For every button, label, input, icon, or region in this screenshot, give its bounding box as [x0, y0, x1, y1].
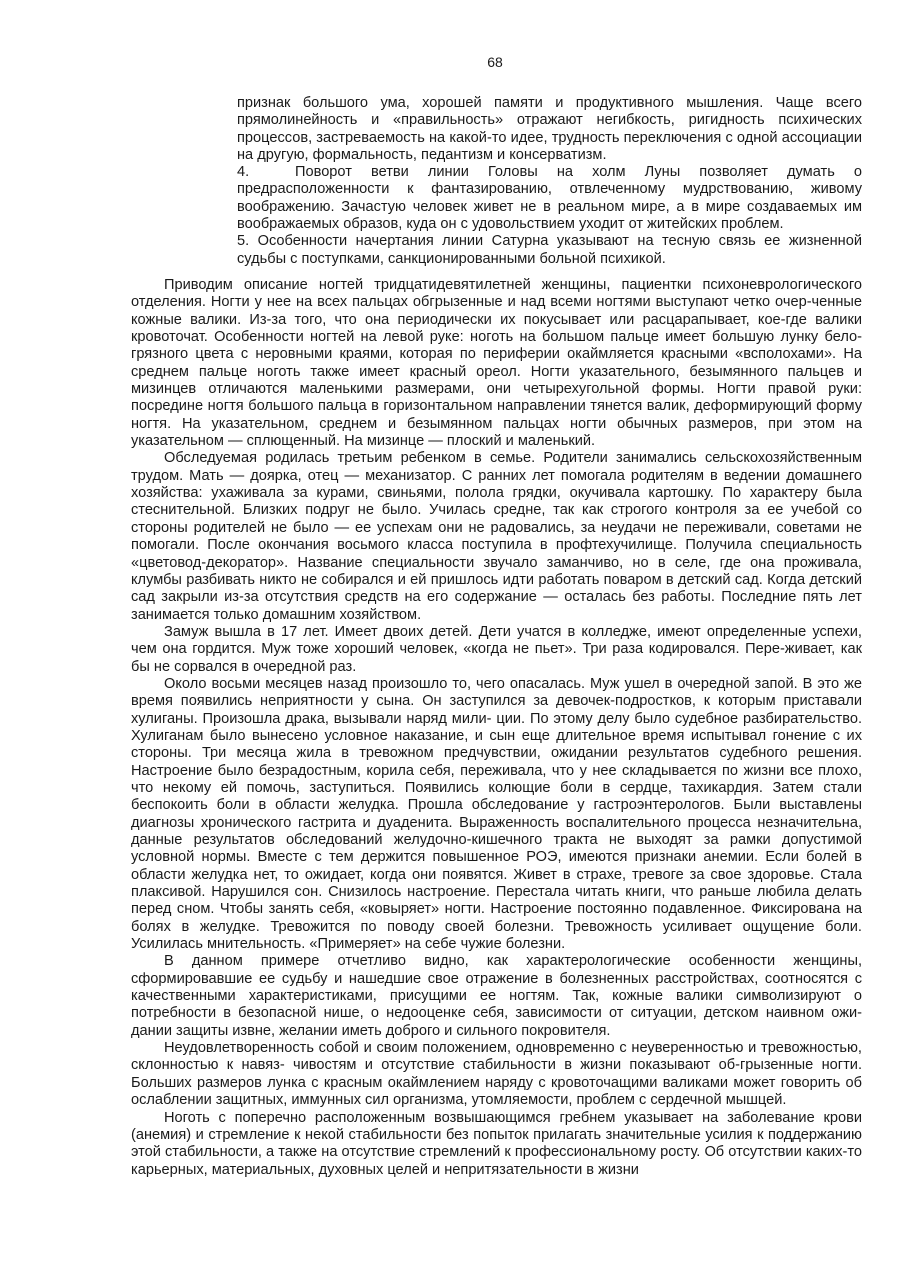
- paragraph-analysis: В данном примере отчетливо видно, как характерологические особенности женщины, сформировавшие ее судьбу и нашедшие свое отражение в болезненных расстройствах, соотносятся с качественными характеристиками, присущими ее ногтям. Так, кожные валики символизируют о потребности в безопасной нише, о недооценке себя, зависимости от ситуации, детском наивном ожи-дании защиты извне, желании иметь доброго и сильного покровителя.: [131, 953, 862, 1039]
- list-continuation-block: [237, 95, 862, 268]
- page-number: 68: [487, 54, 503, 70]
- paragraph-biography: Обследуемая родилась третьим ребенком в семье. Родители занимались сельскохозяйственным трудом. Мать — доярка, отец — механизатор. С ранних лет помогала родителям в ведении домашнего хозяйства: ухаживала за курами, свиньями, полола грядки, окучивала картошку. По характеру была стеснительной. Близких подруг не было. Училась средне, так как строгого контроля за ее учебой со стороны родителей не было — ее успехам они не радовались, за неудачи не переживали, советами не помогали. После окончания восьмого класса поступила в профтехучилище. Получила специальность «цветовод-декоратор». Название специальности звучало заманчиво, но в селе, где она проживала, клумбы разбивать никто не собирался и ей пришлось идти работать поваром в детский сад. Когда детский сад закрыли из-за отсутствия средств на его содержание — осталась без работы. Последние пять лет занимается только домашним хозяйством.: [131, 450, 862, 623]
- paragraph-nail-description: Приводим описание ногтей тридцатидевятилетней женщины, пациентки психоневрологического отделения. Ногти у нее на всех пальцах обгрызенные и над всеми ногтями выступают четко очер-ченные кожные валики. Из-за того, что она периодически их покусывает или расцарапывает, кое-где валики кровоточат. Особенности ногтей на левой руке: ноготь на большом пальце имеет большую лунку бело-грязного цвета с неровными краями, которая по периферии окаймляется красными «всполохами». На среднем пальце ноготь также имеет красный ореол. Ногти указательного, безымянного пальцев и мизинцев отличаются маленькими размерами, они четырехугольной формы. Ногти правой руки: посредине ногтя большого пальца в горизонтальном направлении тянется валик, деформирующий форму ногтя. На указательном, среднем и безымянном пальцах ногти обычных размеров, при этом на указательном — сплющенный. На мизинце — плоский и маленький.: [131, 277, 862, 450]
- paragraph-family: Замуж вышла в 17 лет. Имеет двоих детей. Дети учатся в колледже, имеют определенные успехи, чем она гордится. Муж тоже хороший человек, «когда не пьет». Три раза кодировался. Пере-живает, как бы не сорвался в очередной раз.: [131, 623, 862, 675]
- paragraph-ridge-nail: Ноготь с поперечно расположенным возвышающимся гребнем указывает на заболевание крови (анемия) и стремление к некой стабильности без попыток прилагать значительные усилия к поддержанию этой стабильности, а также на отсутствие стремлений к профессиональному росту. Об отсутствии каких-то карьерных, материальных, духовных целей и непритязательности в жизни: [131, 1109, 862, 1178]
- list-item-4: [237, 164, 862, 233]
- paragraph-illness-history: Около восьми месяцев назад произошло то, чего опасалась. Муж ушел в очередной запой. В это же время появились неприятности у сына. Он заступился за девочек-подростков, к которым приставали хулиганы. Произошла драка, вызывали наряд мили- ции. По этому делу было судебное разбирательство. Хулиганам было вынесено условное наказание, и сын еще длительное время испытывал гонение с их стороны. Три месяца жила в тревожном предчувствии, ожидании результатов судебного решения. Настроение было безрадостным, корила себя, переживала, что у нее складывается по жизни все плохо, что некому ей помочь, заступиться. Появились колющие боли в сердце, тахикардия. Затем стали беспокоить боли в области желудка. Прошла обследование у гастроэнтерологов. Были выставлены диагнозы хронического гастрита и дуаденита. Выраженность воспалительного процесса незначительна, данные результатов обследований желудочно-кишечного тракта не выходят за рамки допустимой условной нормы. Вместе с тем держится повышенное РОЭ, имеются признаки анемии. Если болей в области желудка нет, то ожидает, когда они появятся. Живет в страхе, тревоге за свое здоровье. Стала плаксивой. Нарушился сон. Снизилось настроение. Перестала читать книги, что раньше любила делать перед сном. Чтобы занять себя, «ковыряет» ногти. Настроение постоянно подавленное. Фиксирована на болях в желудке. Тревожится по поводу своей болезни. Тревожность усиливает ощущение боли. Усилилась мнительность. «Примеряет» на себе чужие болезни.: [131, 675, 862, 953]
- list-item-5: 5. Особенности начертания линии Сатурна указывают на тесную связь ее жизненной судьбы с поступками, санкционированными больной психикой.: [237, 233, 862, 267]
- list-item-4-text: Поворот ветви линии Головы на холм Луны позволяет думать о предрасположенности к фантазированию, отвлеченному мудрствованию, живому воображению. Зачастую человек живет не в реальном мире, а в мире создаваемых им воображаемых образов, куда он с удовольствием уходит от житейских проблем.: [237, 164, 862, 233]
- list-item-3-continuation: признак большого ума, хорошей памяти и продуктивного мышления. Чаще всего прямолинейность и «правильность» отражают негибкость, ригидность психических процессов, застреваемость на какой-то идее, трудность переключения с одной ассоциации на другую, формальность, педантизм и консерватизм.: [237, 95, 862, 163]
- body-text: [131, 277, 862, 1179]
- list-item-4-number: 4.: [237, 164, 250, 181]
- paragraph-interpretation: Неудовлетворенность собой и своим положением, одновременно с неуверенностью и тревожностью, склонностью к навяз- чивостям и отсутствие стабильности в жизни показывают об-грызенные ногти. Больших размеров лунка с красным окаймлением наряду с кровоточащими валиками может говорить об ослаблении защитных, иммунных сил организма, утомляемости, проблем с сердечной мышцей.: [131, 1040, 862, 1109]
